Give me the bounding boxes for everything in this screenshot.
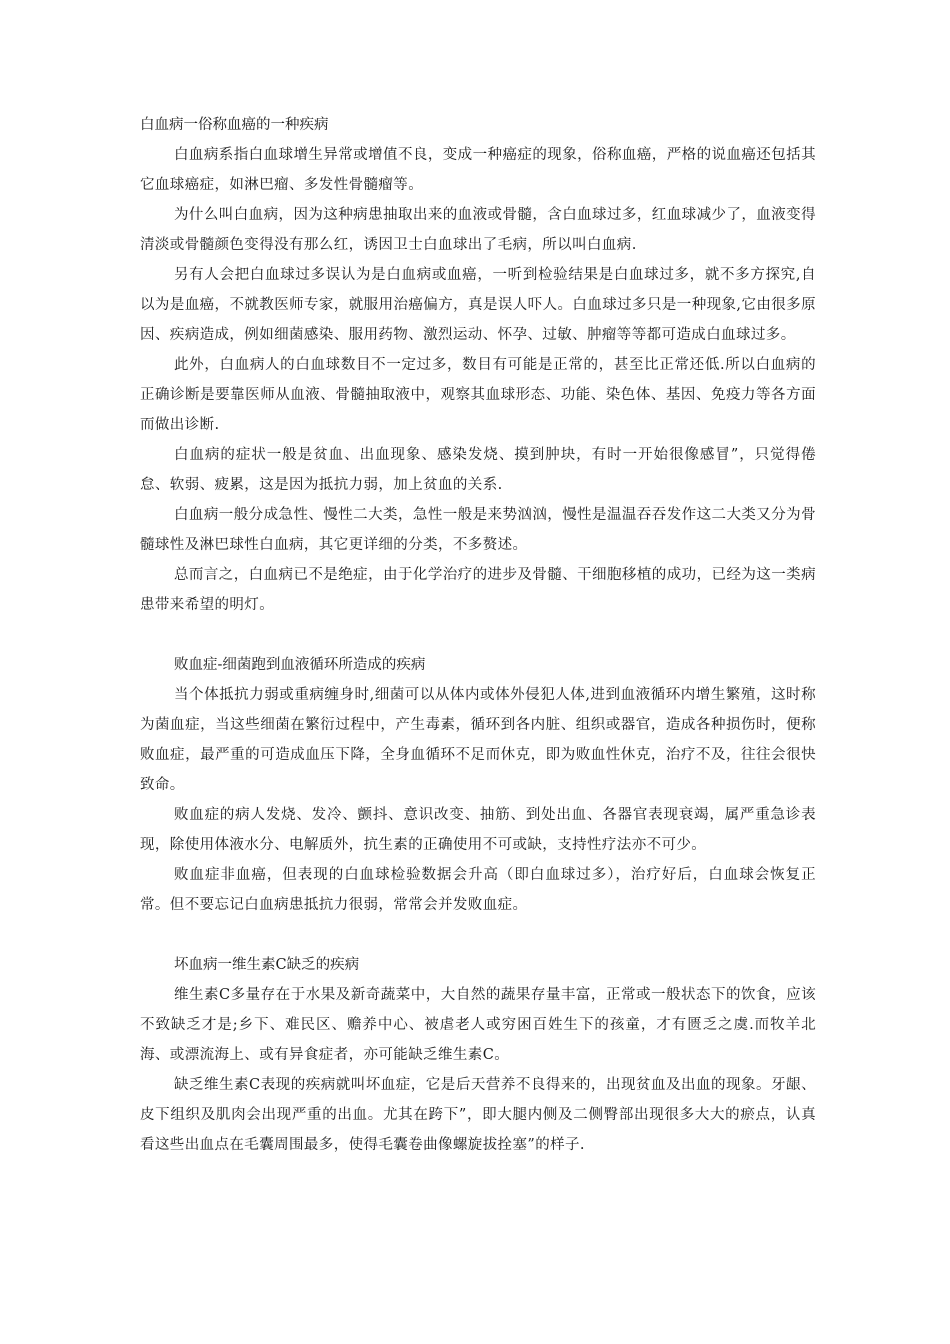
paragraph: 总而言之，白血病已不是绝症，由于化学治疗的进步及骨髓、干细胞移植的成功，已经为这一类病患带来希望的明灯。 [140,567,816,613]
section-spacer [140,620,816,650]
document-page [140,110,816,1160]
paragraph: 白血病系指白血球增生异常或增值不良，变成一种癌症的现象，俗称血癌，严格的说血癌还包括其它血球癌症，如淋巴瘤、多发性骨髓瘤等。 [140,147,816,193]
paragraph: 败血症非血癌，但表现的白血球检验数据会升高（即白血球过多），治疗好后，白血球会恢复正常。但不要忘记白血病患抵抗力很弱，常常会并发败血症。 [140,867,816,913]
section-title-leukemia: 白血病一俗称血癌的一种疾病 [140,117,329,133]
paragraph: 此外，白血病人的白血球数目不一定过多，数目有可能是正常的，甚至比正常还低.所以白血病的正确诊断是要靠医师从血液、骨髓抽取液中，观察其血球形态、功能、染色体、基因、免疫力等各方面而做出诊断. [140,357,816,433]
paragraph: 当个体抵抗力弱或重病缠身时,细菌可以从体内或体外侵犯人体,进到血液循环内增生繁殖，这时称为菌血症，当这些细菌在繁衍过程中，产生毒素，循环到各内脏、组织或器官，造成各种损伤时，便称败血症，最严重的可造成血压下降，全身血循环不足而休克，即为败血性休克，治疗不及，往往会很快致命。 [140,687,816,793]
section-title-sepsis: 败血症-细菌跑到血液循环所造成的疾病 [174,657,426,673]
paragraph: 为什么叫白血病，因为这种病患抽取出来的血液或骨髓，含白血球过多，红血球减少了，血液变得清淡或骨髓颜色变得没有那么红，诱因卫士白血球出了毛病，所以叫白血病. [140,207,816,253]
paragraph: 缺乏维生素C表现的疾病就叫坏血症，它是后天营养不良得来的，出现贫血及出血的现象。牙龈、皮下组织及肌肉会出现严重的出血。尤其在跨下”，即大腿内侧及二侧臀部出现很多大大的瘀点，认真看这些出血点在毛囊周围最多，使得毛囊卷曲像螺旋拔拴塞”的样子. [140,1077,816,1153]
section-spacer [140,920,816,950]
section-title-scurvy: 坏血病一维生素C缺乏的疾病 [174,957,360,973]
paragraph: 败血症的病人发烧、发冷、颤抖、意识改变、抽筋、到处出血、各器官表现衰竭，属严重急诊表现，除使用体液水分、电解质外，抗生素的正确使用不可或缺，支持性疗法亦不可少。 [140,807,816,853]
paragraph: 维生素C多量存在于水果及新奇蔬菜中，大自然的蔬果存量丰富，正常或一般状态下的饮食，应该不致缺乏才是;乡下、难民区、赡养中心、被虐老人或穷困百姓生下的孩童，才有匮乏之虞.而牧羊北海、或漂流海上、或有异食症者，亦可能缺乏维生素C。 [140,987,816,1063]
paragraph: 白血病的症状一般是贫血、出血现象、感染发烧、摸到肿块，有时一开始很像感冒”，只觉得倦怠、软弱、疲累，这是因为抵抗力弱，加上贫血的关系. [140,447,816,493]
paragraph: 另有人会把白血球过多误认为是白血病或血癌，一听到检验结果是白血球过多，就不多方探究,自以为是血癌，不就教医师专家，就服用治癌偏方，真是误人吓人。白血球过多只是一种现象,它由很多原因、疾病造成，例如细菌感染、服用药物、激烈运动、怀孕、过敏、肿瘤等等都可造成白血球过多。 [140,267,816,343]
paragraph: 白血病一般分成急性、慢性二大类，急性一般是来势汹汹，慢性是温温吞吞发作这二大类又分为骨髓球性及淋巴球性白血病，其它更详细的分类，不多赘述。 [140,507,816,553]
